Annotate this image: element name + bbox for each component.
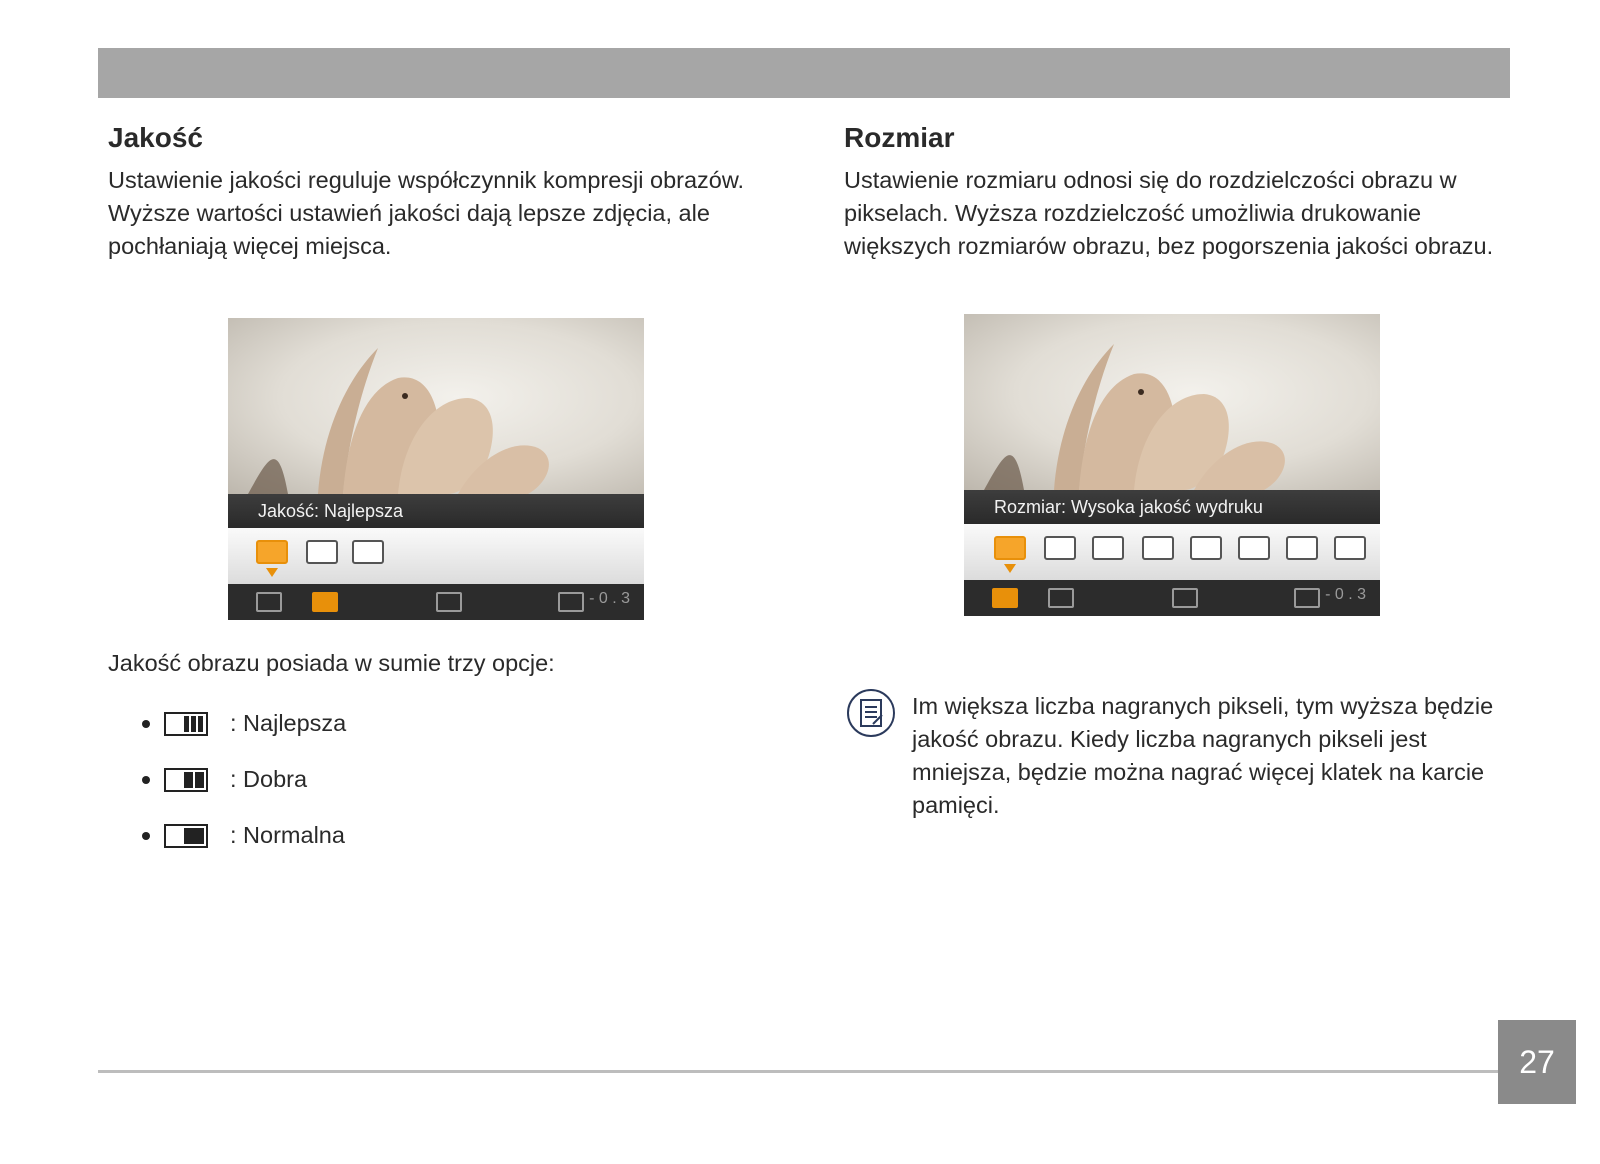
camera-status-bar <box>964 580 1380 616</box>
quality-best-icon <box>164 712 208 736</box>
size-option[interactable] <box>1238 536 1270 560</box>
page-number: 27 <box>1498 1020 1576 1104</box>
size-option[interactable] <box>1044 536 1076 560</box>
ev-value: - 0 . 3 <box>589 590 630 607</box>
white-balance-icon <box>436 592 462 612</box>
size-option[interactable] <box>1190 536 1222 560</box>
option-label: : Najlepsza <box>230 710 347 736</box>
option-label: : Dobra <box>230 766 308 792</box>
iso-icon <box>498 592 524 612</box>
selection-arrow-icon <box>266 568 278 577</box>
exposure-icon <box>1294 588 1320 608</box>
bullet-icon <box>142 776 150 784</box>
quality-label-bar: Jakość: Najlepsza <box>228 494 644 528</box>
quality-description: Ustawienie jakości reguluje współczynnik kompresji obrazów. Wyższe wartości ustawień jakości dają lepsze zdjęcia, ale pochłaniają więcej miejsca. <box>108 167 745 259</box>
flower-photo <box>228 318 644 494</box>
option-label: : Normalna <box>230 822 345 848</box>
sharpness-icon <box>1104 588 1130 608</box>
size-option[interactable] <box>994 536 1026 560</box>
quality-summary: Jakość obrazu posiada w sumie trzy opcje: <box>108 650 555 676</box>
quality-heading: Jakość <box>108 122 203 153</box>
quality-good-icon <box>164 768 208 792</box>
quality-option-row <box>228 528 644 584</box>
selection-arrow-icon <box>1004 564 1016 573</box>
exposure-icon <box>558 592 584 612</box>
quality-icon <box>312 592 338 612</box>
size-option[interactable] <box>1092 536 1124 560</box>
white-balance-icon <box>1172 588 1198 608</box>
size-icon <box>256 592 282 612</box>
sharpness-icon <box>368 592 394 612</box>
size-label-bar: Rozmiar: Wysoka jakość wydruku <box>964 490 1380 524</box>
ev-value: - 0 . 3 <box>1325 586 1366 603</box>
size-option-row <box>964 524 1380 580</box>
quality-icon <box>1048 588 1074 608</box>
note-icon <box>846 688 896 738</box>
size-option[interactable] <box>1286 536 1318 560</box>
bullet-icon <box>142 832 150 840</box>
quality-normal-icon <box>164 824 208 848</box>
footer-rule <box>98 1070 1498 1073</box>
size-section <box>844 118 1514 263</box>
bullet-icon <box>142 720 150 728</box>
size-screenshot <box>964 314 1380 616</box>
camera-status-bar <box>228 584 644 620</box>
quality-screenshot <box>228 318 644 620</box>
size-note: Im większa liczba nagranych pikseli, tym wyższa będzie jakość obrazu. Kiedy liczba nagranych pikseli jest mniejsza, będzie można nagrać więcej klatek na karcie pamięci. <box>912 693 1494 818</box>
quality-normal-option[interactable] <box>352 540 384 564</box>
quality-section <box>108 118 768 263</box>
quality-best-option[interactable] <box>256 540 288 564</box>
iso-icon <box>1234 588 1260 608</box>
size-icon <box>992 588 1018 608</box>
flower-photo <box>964 314 1380 490</box>
quality-good-option[interactable] <box>306 540 338 564</box>
size-option[interactable] <box>1142 536 1174 560</box>
header-band <box>98 48 1510 98</box>
size-description: Ustawienie rozmiaru odnosi się do rozdzielczości obrazu w pikselach. Wyższa rozdzielczość umożliwia drukowanie większych rozmiarów obrazu, bez pogorszenia jakości obrazu. <box>844 167 1494 259</box>
size-heading: Rozmiar <box>844 122 955 153</box>
size-option[interactable] <box>1334 536 1366 560</box>
